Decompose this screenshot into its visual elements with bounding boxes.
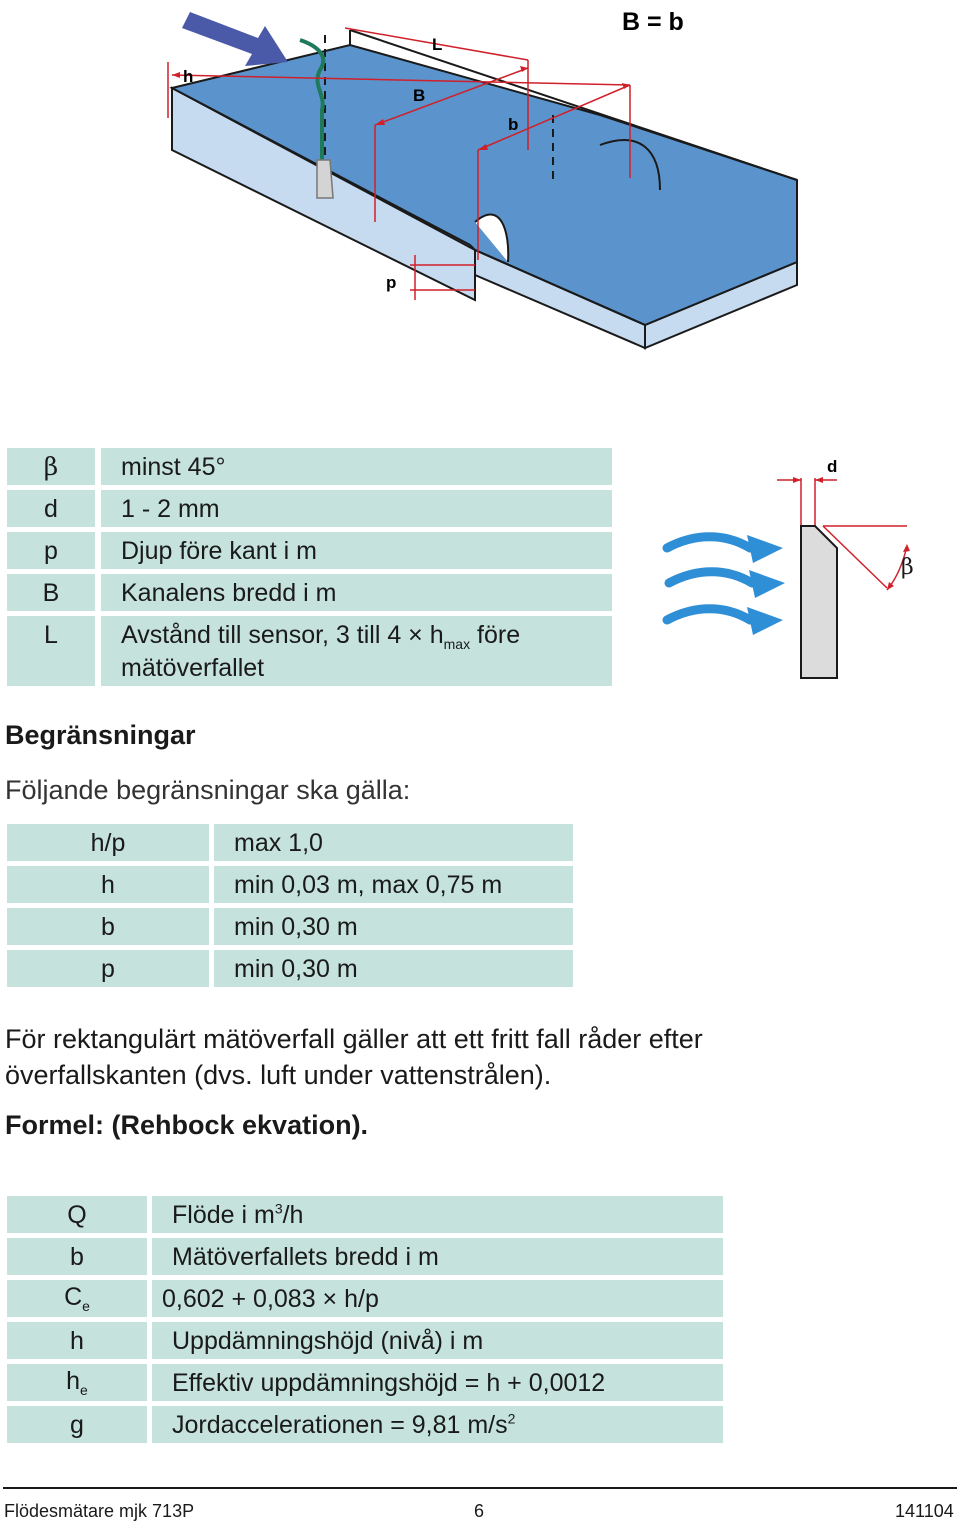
footer-rule	[3, 1487, 957, 1489]
table-cell-value: min 0,03 m, max 0,75 m	[214, 866, 573, 903]
symbol-text: d	[44, 494, 58, 523]
desc-line-2: mätöverfallet	[121, 653, 265, 682]
table-cell-symbol	[7, 490, 95, 527]
desc-text: Kanalens bredd i m	[121, 578, 337, 607]
weir-diagram	[0, 0, 960, 360]
table-cell-desc: Uppdämningshöjd (nivå) i m	[152, 1322, 723, 1359]
table-cell-desc: Jordaccelerationen = 9,81 $m/s^2$	[152, 1406, 723, 1443]
dim-label-b: b	[508, 115, 519, 134]
flow-arrowhead-1	[747, 535, 783, 563]
table-cell-desc	[101, 616, 612, 686]
edge-label-d: d	[827, 457, 838, 476]
table-cell-symbol	[7, 532, 95, 569]
edge-label-beta: β	[901, 555, 914, 580]
desc-text: 1 - 2 mm	[121, 494, 220, 523]
footer-doc-code: 141104	[895, 1501, 954, 1521]
weir-plate-edge	[801, 526, 837, 678]
table-cell-desc	[101, 574, 612, 611]
desc-text: minst 45°	[121, 452, 226, 481]
table-cell-value: min 0,30 m	[214, 950, 573, 987]
footer-title: Flödesmätare mjk 713P	[4, 1501, 195, 1521]
sensor-probe	[317, 160, 333, 198]
table-cell-symbol: h	[7, 1322, 147, 1359]
restrictions-heading: Begränsningar	[5, 720, 196, 750]
flow-arrowhead-3	[747, 607, 783, 635]
flow-wave-3	[667, 609, 750, 620]
table-cell-desc: Effektiv uppdämningshöjd = h + 0,0012	[152, 1364, 723, 1401]
table-cell-symbol: h/p	[7, 824, 209, 861]
table-cell-desc	[101, 448, 612, 485]
table-cell-value: max 1,0	[214, 824, 573, 861]
table-cell-symbol: $C_e$	[7, 1280, 147, 1317]
symbol-text: L	[44, 621, 58, 649]
flow-wave-1	[667, 537, 750, 548]
table-cell-value: min 0,30 m	[214, 908, 573, 945]
dim-label-p: p	[386, 273, 397, 292]
desc-line-1: Avstånd till sensor, 3 till $4 \times h_{max}$ före	[121, 621, 521, 652]
restrictions-intro: Följande begränsningar ska gälla:	[5, 775, 411, 805]
formula-heading: Formel: (Rehbock ekvation).	[5, 1110, 369, 1140]
table-cell-desc: Flöde i $m^3/h$	[152, 1196, 723, 1233]
dim-label-B: B	[413, 86, 426, 105]
table-cell-symbol: h	[7, 866, 209, 903]
desc-text: Djup före kant i m	[121, 536, 317, 565]
table-cell-desc	[101, 532, 612, 569]
weir-edge-diagram	[655, 448, 945, 688]
table-cell-desc	[101, 490, 612, 527]
table-cell-symbol	[7, 448, 95, 485]
table-cell-symbol: b	[7, 908, 209, 945]
dim-label-L: L	[432, 35, 443, 54]
symbol-text: B	[42, 578, 60, 607]
paragraph-line-2: överfallskanten (dvs. luft under vattenstrålen).	[5, 1060, 552, 1090]
table-cell-symbol: Q	[7, 1196, 147, 1233]
table-cell-symbol	[7, 616, 95, 686]
table-cell-symbol: $h_e$	[7, 1364, 147, 1401]
flow-wave-2	[669, 572, 752, 583]
diagram-title: B = b	[622, 8, 684, 36]
symbol-text: p	[44, 536, 58, 565]
paragraph-line-1: För rektangulärt mätöverfall gäller att ett fritt fall råder efter	[5, 1024, 703, 1054]
table-cell-symbol	[7, 574, 95, 611]
table-cell-desc: Mätöverfallets bredd i m	[152, 1238, 723, 1275]
dim-label-h: h	[183, 67, 194, 86]
table-cell-symbol: p	[7, 950, 209, 987]
footer-page-number: 6	[474, 1501, 485, 1521]
flow-arrow	[182, 12, 288, 66]
table-cell-symbol: g	[7, 1406, 147, 1443]
free-fall-paragraph	[5, 1021, 703, 1093]
flow-arrowhead-2	[749, 570, 785, 598]
symbol-text: β	[43, 451, 59, 481]
table-cell-symbol: b	[7, 1238, 147, 1275]
table-cell-desc: 0,602 + 0,083 × h/p	[152, 1280, 723, 1317]
